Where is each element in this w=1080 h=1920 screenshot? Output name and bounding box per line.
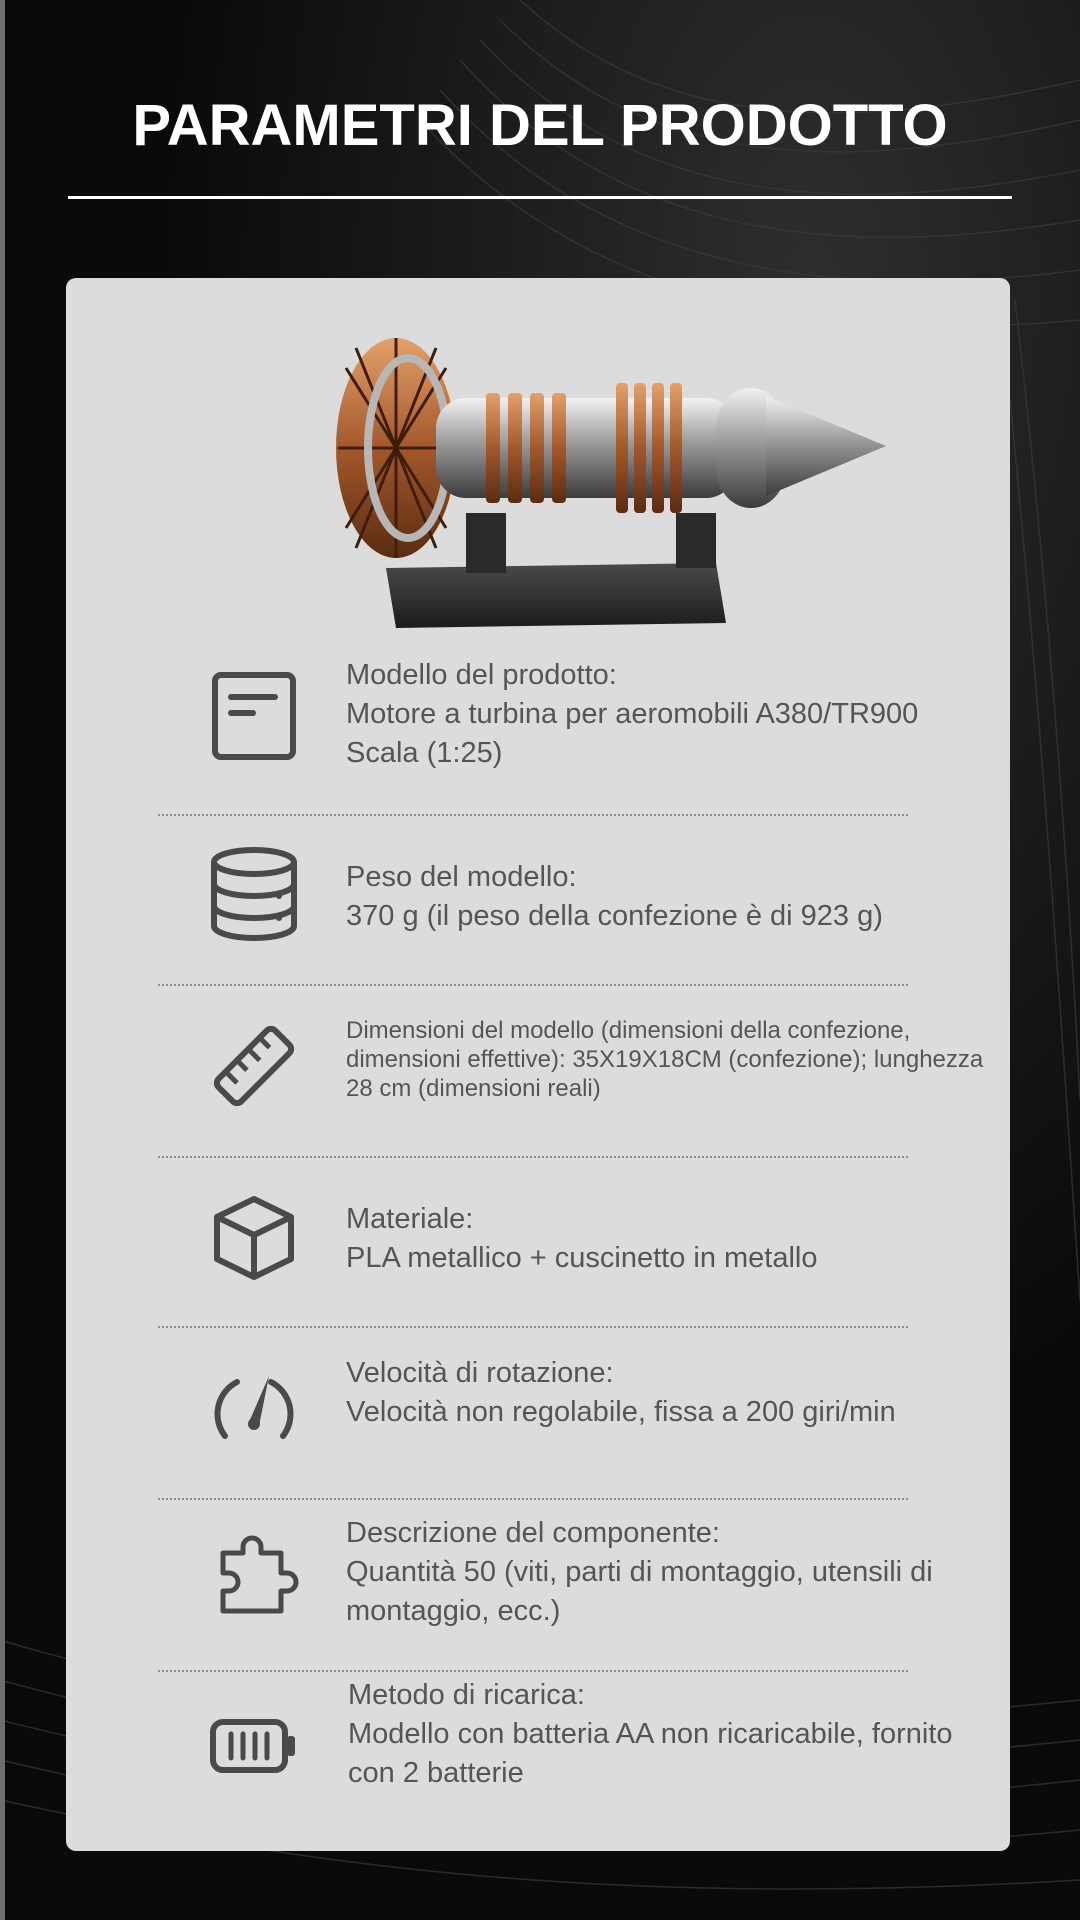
spec-value: Velocità non regolabile, fissa a 200 giri/min (346, 1396, 896, 1428)
document-icon (206, 668, 302, 764)
dotted-divider (158, 1326, 908, 1328)
spec-value: Motore a turbina per aeromobili A380/TR900 Scala (1:25) (346, 698, 919, 769)
spec-label: Peso del modello: (346, 861, 577, 893)
ruler-icon (206, 1018, 302, 1114)
left-edge-strip (0, 0, 5, 1920)
speedometer-icon (206, 1358, 302, 1454)
dotted-divider (158, 984, 908, 986)
dotted-divider (158, 1670, 908, 1672)
spec-label: Descrizione del componente: (346, 1517, 720, 1549)
engine-model-image (296, 318, 896, 638)
spec-value: PLA metallico + cuscinetto in metallo (346, 1242, 818, 1274)
spec-label: Velocità di rotazione: (346, 1357, 614, 1389)
title-divider (68, 196, 1012, 199)
database-icon (206, 846, 302, 942)
spec-label: Dimensioni del modello (dimensioni della confezione, dimensioni effettive): 35X19X18CM (confezione); lunghezza 28 cm (dimensioni reali) (346, 1017, 984, 1102)
page-title: PARAMETRI DEL PRODOTTO (132, 93, 948, 158)
puzzle-icon (206, 1528, 302, 1624)
spec-card (66, 278, 1010, 1851)
dotted-divider (158, 1156, 908, 1158)
spec-label: Modello del prodotto: (346, 659, 617, 691)
cube-icon (206, 1190, 302, 1286)
spec-value: 370 g (il peso della confezione è di 923 g) (346, 900, 883, 932)
battery-icon (206, 1698, 302, 1794)
spec-value: Quantità 50 (viti, parti di montaggio, utensili di montaggio, ecc.) (346, 1556, 933, 1627)
spec-value: Modello con batteria AA non ricaricabile, fornito con 2 batterie (348, 1718, 953, 1789)
dotted-divider (158, 814, 908, 816)
dotted-divider (158, 1498, 908, 1500)
spec-label: Materiale: (346, 1203, 474, 1235)
spec-label: Metodo di ricarica: (348, 1679, 585, 1711)
